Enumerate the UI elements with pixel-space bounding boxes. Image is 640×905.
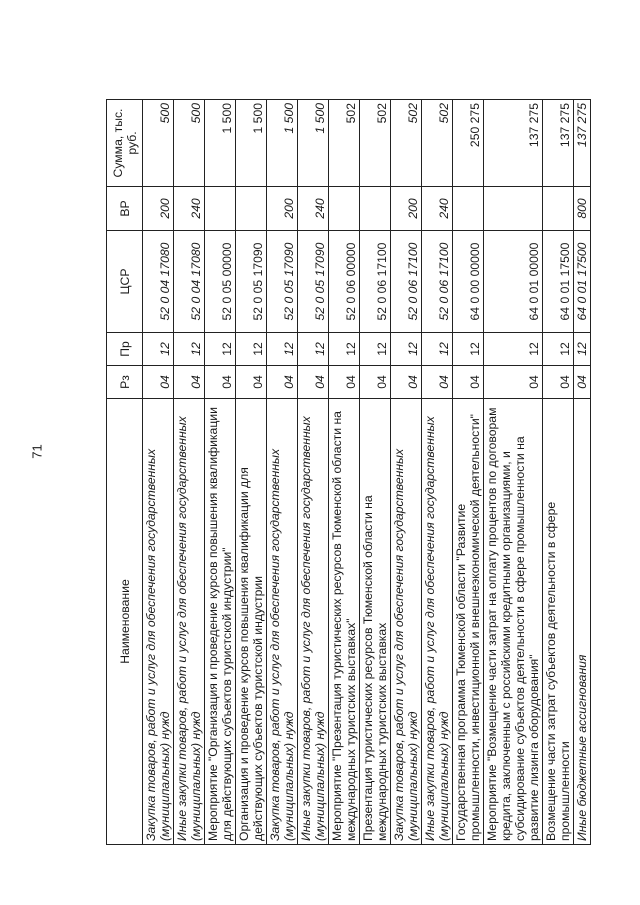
cell-csr: 52 0 05 17090 [236,231,267,333]
cell-csr: 52 0 06 00000 [329,231,360,333]
table-row [143,100,174,845]
cell-csr: 52 0 06 17100 [422,231,453,333]
cell-name: Мероприятие "Презентация туристических ресурсов Тюменской области на международных туристских выставках" [329,399,360,845]
cell-csr: 64 0 01 00000 [484,231,543,333]
cell-vr: 200 [143,187,174,231]
table-row [205,100,236,845]
col-header-csr: ЦСР [107,231,143,333]
cell-rz: 04 [484,366,543,399]
table-row [574,100,591,845]
budget-table [106,99,591,845]
cell-rz: 04 [360,366,391,399]
cell-sum: 250 275 [453,100,484,187]
cell-rz: 04 [391,366,422,399]
cell-vr: 240 [174,187,205,231]
cell-name: Мероприятие "Возмещение части затрат на оплату процентов по договорам кредита, заключенным с российскими кредитными организациями, и субсидирование субъектов деятельности в сфере промышленности на развитие лизинга оборудования" [484,399,543,845]
col-header-vr: ВР [107,187,143,231]
cell-sum: 137 275 [574,100,591,187]
table-row [422,100,453,845]
cell-name: Мероприятие "Организация и проведение курсов повышения квалификации для действующих субъектов туристской индустрии" [205,399,236,845]
cell-rz: 04 [236,366,267,399]
cell-name: Государственная программа Тюменской области "Развитие промышленности, инвестиционной и внешнеэкономической деятельности" [453,399,484,845]
cell-pr: 12 [453,333,484,366]
cell-rz: 04 [267,366,298,399]
cell-vr [236,187,267,231]
cell-vr: 240 [298,187,329,231]
cell-pr: 12 [543,333,574,366]
cell-name: Организация и проведение курсов повышения квалификации для действующих субъектов туристской индустрии [236,399,267,845]
cell-name: Закупка товаров, работ и услуг для обеспечения государственных (муниципальных) нужд [267,399,298,845]
cell-pr: 12 [484,333,543,366]
table-row [236,100,267,845]
cell-sum: 1 500 [267,100,298,187]
cell-sum: 502 [360,100,391,187]
cell-rz: 04 [574,366,591,399]
cell-vr [329,187,360,231]
cell-name: Иные закупки товаров, работ и услуг для обеспечения государственных (муниципальных) нужд [298,399,329,845]
cell-vr: 200 [267,187,298,231]
col-header-rz: Рз [107,366,143,399]
col-header-pr: Пр [107,333,143,366]
cell-pr: 12 [298,333,329,366]
cell-csr: 64 0 01 17500 [543,231,574,333]
cell-vr: 800 [574,187,591,231]
cell-csr: 52 0 04 17080 [143,231,174,333]
table-row [391,100,422,845]
cell-pr: 12 [574,333,591,366]
cell-csr: 52 0 05 17090 [298,231,329,333]
cell-pr: 12 [422,333,453,366]
cell-pr: 12 [174,333,205,366]
cell-name: Закупка товаров, работ и услуг для обеспечения государственных (муниципальных) нужд [391,399,422,845]
table-body [143,100,591,845]
header-row [107,100,143,845]
cell-sum: 502 [422,100,453,187]
table-row [174,100,205,845]
cell-vr [484,187,543,231]
cell-rz: 04 [298,366,329,399]
cell-name: Закупка товаров, работ и услуг для обеспечения государственных (муниципальных) нужд [143,399,174,845]
cell-sum: 137 275 [484,100,543,187]
cell-pr: 12 [391,333,422,366]
cell-pr: 12 [329,333,360,366]
table-row [543,100,574,845]
cell-pr: 12 [143,333,174,366]
cell-csr: 64 0 00 00000 [453,231,484,333]
cell-csr: 52 0 06 17100 [391,231,422,333]
rotated-page [106,100,589,845]
cell-sum: 137 275 [543,100,574,187]
cell-name: Иные бюджетные ассигнования [574,399,591,845]
cell-pr: 12 [236,333,267,366]
cell-vr [453,187,484,231]
cell-rz: 04 [174,366,205,399]
table-row [453,100,484,845]
cell-vr [205,187,236,231]
cell-rz: 04 [422,366,453,399]
cell-rz: 04 [543,366,574,399]
cell-csr: 52 0 06 17100 [360,231,391,333]
table-row [298,100,329,845]
cell-sum: 500 [143,100,174,187]
cell-pr: 12 [205,333,236,366]
cell-name: Возмещение части затрат субъектов деятельности в сфере промышленности [543,399,574,845]
cell-sum: 502 [391,100,422,187]
cell-rz: 04 [205,366,236,399]
cell-name: Иные закупки товаров, работ и услуг для обеспечения государственных (муниципальных) нужд [422,399,453,845]
table-row [329,100,360,845]
cell-csr: 64 0 01 17500 [574,231,591,333]
col-header-name: Наименование [107,399,143,845]
cell-vr: 200 [391,187,422,231]
cell-sum: 502 [329,100,360,187]
cell-sum: 1 500 [236,100,267,187]
cell-vr [360,187,391,231]
table-row [360,100,391,845]
table-row [484,100,543,845]
col-header-sum: Сумма, тыс. руб. [107,100,143,187]
page-number: 71 [29,444,45,459]
cell-sum: 1 500 [205,100,236,187]
cell-rz: 04 [453,366,484,399]
cell-sum: 500 [174,100,205,187]
cell-vr: 240 [422,187,453,231]
cell-vr [543,187,574,231]
cell-name: Презентация туристических ресурсов Тюменской области на международных туристских выставках [360,399,391,845]
cell-sum: 1 500 [298,100,329,187]
cell-pr: 12 [267,333,298,366]
cell-rz: 04 [143,366,174,399]
cell-csr: 52 0 05 17090 [267,231,298,333]
cell-name: Иные закупки товаров, работ и услуг для обеспечения государственных (муниципальных) нужд [174,399,205,845]
cell-rz: 04 [329,366,360,399]
table-row [267,100,298,845]
cell-pr: 12 [360,333,391,366]
cell-csr: 52 0 04 17080 [174,231,205,333]
cell-csr: 52 0 05 00000 [205,231,236,333]
